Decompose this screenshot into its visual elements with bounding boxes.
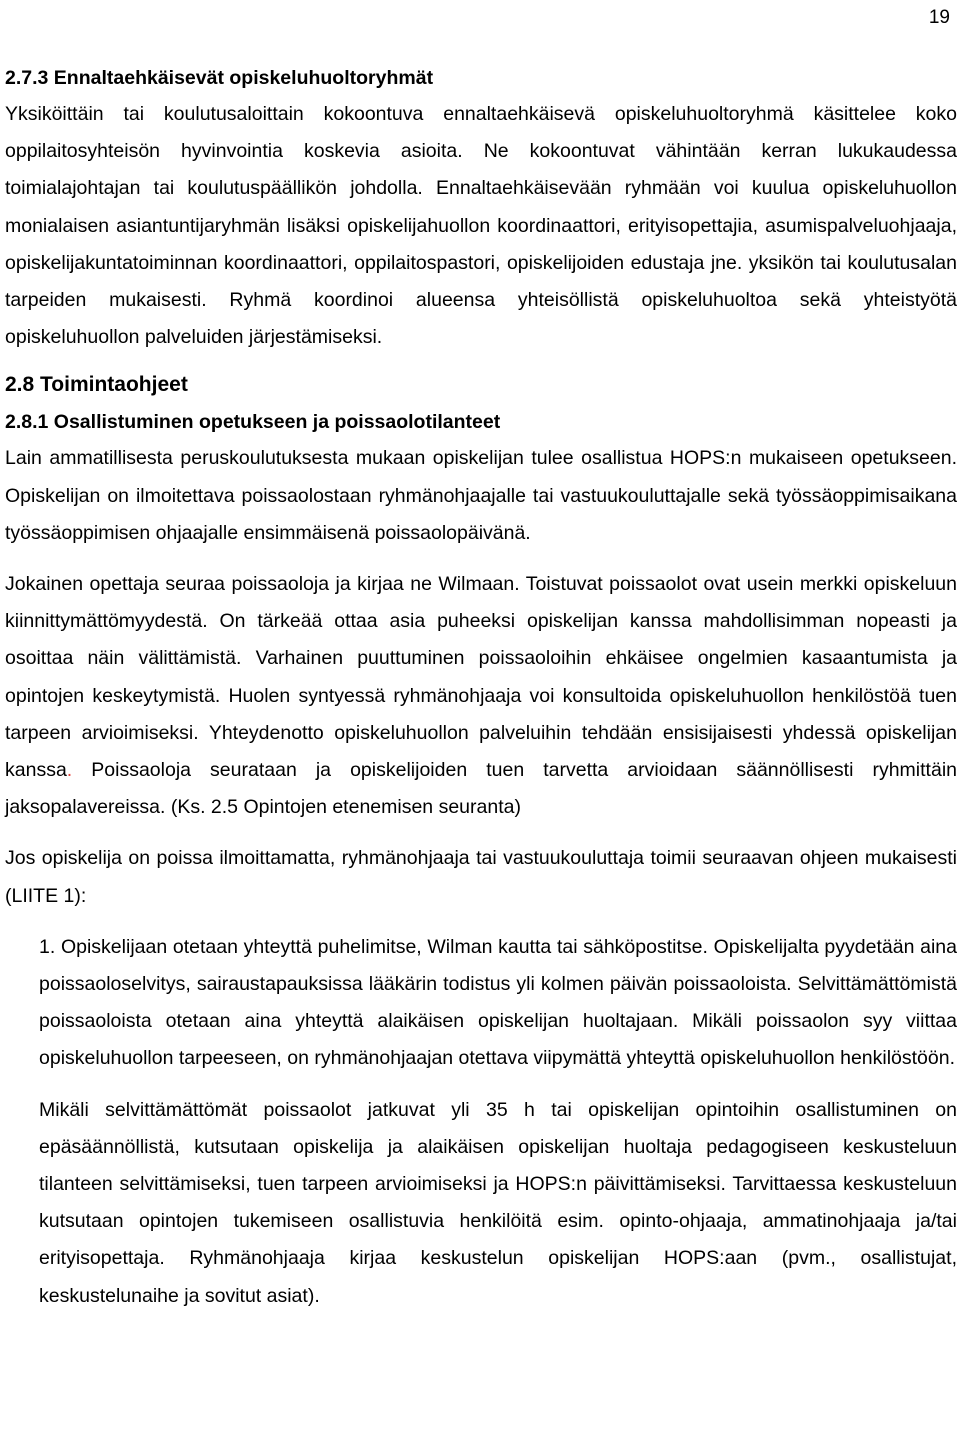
paragraph-unreported-absence: Jos opiskelija on poissa ilmoittamatta, ryhmänohjaaja tai vastuukouluttaja toimii seuraavan ohjeen mukaisesti (LIITE 1): bbox=[5, 847, 957, 907]
heading-2-8: 2.8 Toimintaohjeet bbox=[5, 373, 188, 397]
list-item: 1. Opiskelijaan otetaan yhteyttä puhelimitse, Wilman kautta tai sähköpostitse. Opiskelijalta pyydetään aina poissaoloselvitys, sairaustapauksissa lääkärin todistus yli kolmen päivän poissaoloista. Selvittämättömistä poissaoloista otetaan aina yhteyttä alaikäisen opiskelijan huoltajaan. Mikäli poissaolon syy viittaa opiskeluhuollon tarpeeseen, on ryhmänohjaajan otettava viipymättä yhteyttä opiskeluhuollon henkilöstöön. bbox=[39, 935, 957, 1070]
absence-monitoring-main: Jokainen opettaja seuraa poissaoloja ja kirjaa ne Wilmaan. Toistuvat poissaolot ovat usein merkki opiskeluun kiinnittymättömyydestä. On tärkeää ottaa asia puheeksi opiskelijan kanssa mahdollisimman nopeasti ja osoittaa näin välittämistä. Varhainen puuttuminen poissaoloihin ehkäisee ongelmien kasaantumista ja opintojen keskeytymistä. Huolen syntyessä ryhmänohjaaja voi konsultoida opiskeluhuollon henkilöstöä tuen tarpeen arvioimiseksi. Yhteydenotto opiskeluhuollon palveluihin tehdään ensisijaisesti yhdessä opiskelijan kanssa bbox=[5, 573, 957, 782]
heading-2-8-1: 2.8.1 Osallistuminen opetukseen ja poissaolotilanteet bbox=[5, 411, 501, 434]
list-item-continuation: Mikäli selvittämättömät poissaolot jatkuvat yli 35 h tai opiskelijan opintoihin osallistuminen on epäsäännöllistä, kutsutaan opiskelija ja alaikäisen opiskelijan huoltaja pedagogiseen keskusteluun tilanteen selvittämiseksi, tuen tarpeen arvioimiseksi ja HOPS:n päivittämiseksi. Tarvittaessa keskusteluun kutsutaan opintojen tukemiseen osallistuvia henkilöitä esim. opinto-ohjaaja, ammatinohjaaja ja/tai erityisopettaja. Ryhmänohjaaja kirjaa keskustelun opiskelijan HOPS:aan (pvm., osallistujat, keskustelunaihe ja sovitut asiat). bbox=[39, 1098, 957, 1307]
absence-monitoring-tail: Poissaoloja seurataan ja opiskelijoiden tuen tarvetta arvioidaan säännöllisesti ryhmittäin jaksopalavereissa. (Ks. 2.5 Opintojen etenemisen seuranta) bbox=[5, 759, 957, 819]
paragraph-absence-monitoring bbox=[5, 566, 957, 826]
paragraph-participation: Lain ammatillisesta peruskoulutuksesta mukaan opiskelijan tulee osallistua HOPS:n mukaiseen opetukseen. Opiskelijan on ilmoitettava poissaolostaan ryhmänohjaajalle tai vastuukouluttajalle sekä työssäoppimisaikana työssäoppimisen ohjaajalle ensimmäisenä poissaolopäivänä. bbox=[5, 447, 957, 544]
instruction-list bbox=[5, 929, 957, 1078]
paragraph-preventive-groups: Yksiköittäin tai koulutusaloittain kokoontuva ennaltaehkäisevä opiskeluhuoltoryhmä käsittelee koko oppilaitosyhteisön hyvinvointia koskevia asioita. Ne kokoontuvat vähintään kerran lukukaudessa toimialajohtajan tai koulutuspäällikön johdolla. Ennaltaehkäisevään ryhmään voi kuulua opiskeluhuollon monialaisen asiantuntijaryhmän lisäksi opiskelijahuollon koordinaattori, erityisopettajia, asumispalveluohjaaja, opiskelijakuntatoiminnan koordinaattori, oppilaitospastori, opiskelijoiden edustaja jne. yksikön tai koulutusalan tarpeiden mukaisesti. Ryhmä koordinoi alueensa yhteisöllistä opiskeluhuoltoa sekä yhteistyötä opiskeluhuollon palveluiden järjestämiseksi. bbox=[5, 103, 957, 349]
page-number: 19 bbox=[928, 7, 950, 28]
red-period-mark: . bbox=[66, 759, 73, 782]
heading-2-7-3: 2.7.3 Ennaltaehkäisevät opiskeluhuoltoryhmät bbox=[5, 67, 434, 89]
document-content bbox=[5, 64, 957, 1315]
